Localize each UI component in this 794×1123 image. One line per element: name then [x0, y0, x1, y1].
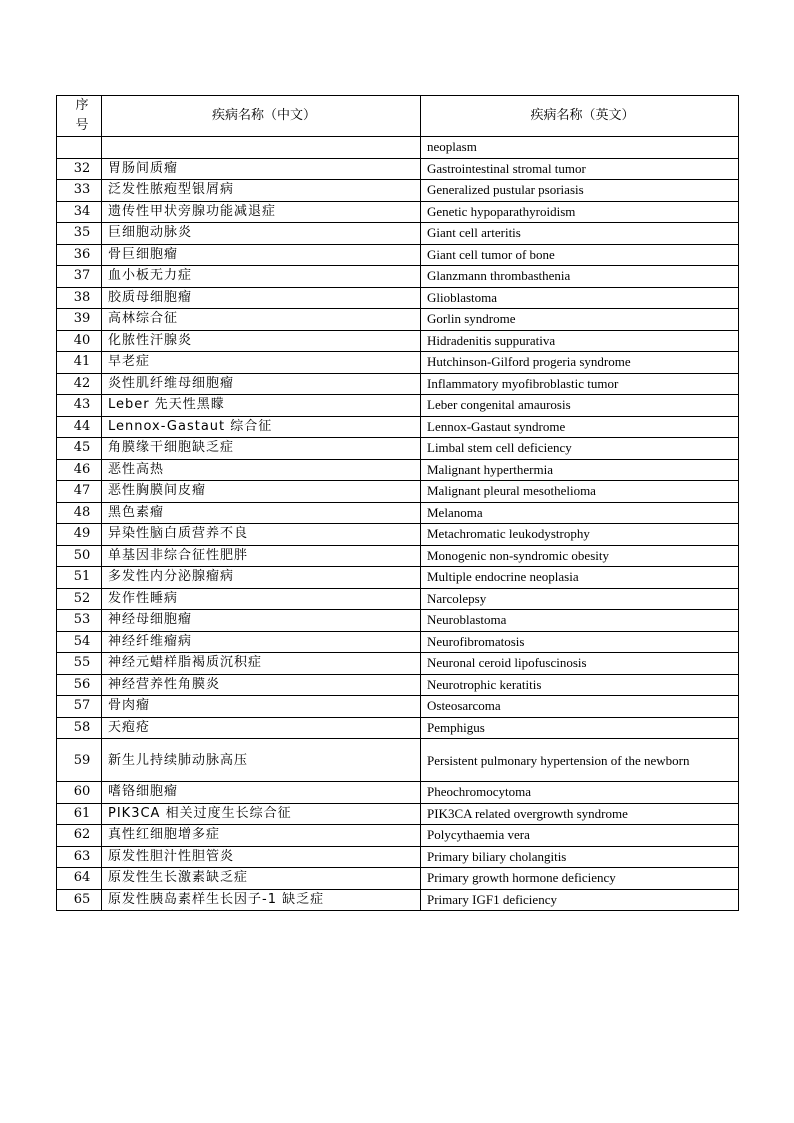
- cell-number: 62: [57, 825, 102, 847]
- cell-number: 65: [57, 889, 102, 911]
- cell-number: 64: [57, 868, 102, 890]
- cell-chinese-name: 血小板无力症: [102, 266, 421, 288]
- table-row: [57, 610, 739, 632]
- cell-chinese-name: 原发性胰岛素样生长因子-1 缺乏症: [102, 889, 421, 911]
- table-row: [57, 653, 739, 675]
- cell-english-name: Giant cell tumor of bone: [421, 244, 739, 266]
- cell-chinese-name: 骨巨细胞瘤: [102, 244, 421, 266]
- cell-english-name: Hutchinson-Gilford progeria syndrome: [421, 352, 739, 374]
- cell-english-name: Neuronal ceroid lipofuscinosis: [421, 653, 739, 675]
- table-row: [57, 868, 739, 890]
- cell-chinese-name: PIK3CA 相关过度生长综合征: [102, 803, 421, 825]
- cell-number: 33: [57, 180, 102, 202]
- cell-english-name: Glioblastoma: [421, 287, 739, 309]
- cell-number: 43: [57, 395, 102, 417]
- cell-number: 41: [57, 352, 102, 374]
- table-row: [57, 502, 739, 524]
- cell-number: 44: [57, 416, 102, 438]
- table-row: [57, 696, 739, 718]
- table-row: [57, 416, 739, 438]
- cell-chinese-name: 天疱疮: [102, 717, 421, 739]
- cell-number: 55: [57, 653, 102, 675]
- cell-chinese-name: 炎性肌纤维母细胞瘤: [102, 373, 421, 395]
- cell-english-name: Melanoma: [421, 502, 739, 524]
- cell-english-name: Pemphigus: [421, 717, 739, 739]
- cell-chinese-name: 化脓性汗腺炎: [102, 330, 421, 352]
- cell-number: 39: [57, 309, 102, 331]
- table-body: [57, 137, 739, 911]
- cell-number: 60: [57, 782, 102, 804]
- cell-chinese-name: 神经元蜡样脂褐质沉积症: [102, 653, 421, 675]
- table-row: [57, 674, 739, 696]
- cell-english-name: Monogenic non-syndromic obesity: [421, 545, 739, 567]
- header-serial-number-bottom: 号: [75, 118, 89, 133]
- table-row: [57, 825, 739, 847]
- cell-number: 63: [57, 846, 102, 868]
- cell-chinese-name: 异染性脑白质营养不良: [102, 524, 421, 546]
- cell-chinese-name: 骨肉瘤: [102, 696, 421, 718]
- cell-chinese-name: 巨细胞动脉炎: [102, 223, 421, 245]
- cell-number: 46: [57, 459, 102, 481]
- table-row: [57, 395, 739, 417]
- cell-chinese-name: 神经纤维瘤病: [102, 631, 421, 653]
- cell-english-name: Malignant hyperthermia: [421, 459, 739, 481]
- table-row: [57, 889, 739, 911]
- table-row: [57, 287, 739, 309]
- cell-number: 56: [57, 674, 102, 696]
- cell-number: 51: [57, 567, 102, 589]
- table-row: [57, 309, 739, 331]
- cell-chinese-name: 胶质母细胞瘤: [102, 287, 421, 309]
- table-row: [57, 158, 739, 180]
- cell-english-name: Inflammatory myofibroblastic tumor: [421, 373, 739, 395]
- cell-english-name: Multiple endocrine neoplasia: [421, 567, 739, 589]
- table-row: [57, 330, 739, 352]
- table-row: [57, 803, 739, 825]
- cell-english-name: Primary biliary cholangitis: [421, 846, 739, 868]
- table-row: [57, 524, 739, 546]
- table-row: [57, 180, 739, 202]
- cell-chinese-name: 早老症: [102, 352, 421, 374]
- cell-english-name: Leber congenital amaurosis: [421, 395, 739, 417]
- table-row: [57, 481, 739, 503]
- cell-english-name: Osteosarcoma: [421, 696, 739, 718]
- cell-english-name: Hidradenitis suppurativa: [421, 330, 739, 352]
- cell-english-name: Genetic hypoparathyroidism: [421, 201, 739, 223]
- table-row: [57, 717, 739, 739]
- cell-number: 40: [57, 330, 102, 352]
- cell-english-name: Gastrointestinal stromal tumor: [421, 158, 739, 180]
- cell-chinese-name: 神经营养性角膜炎: [102, 674, 421, 696]
- table-row: [57, 201, 739, 223]
- cell-number: 35: [57, 223, 102, 245]
- table-row: [57, 739, 739, 782]
- cell-chinese-name: 胃肠间质瘤: [102, 158, 421, 180]
- table-row: [57, 244, 739, 266]
- rare-disease-table: [56, 95, 739, 911]
- cell-english-name: Limbal stem cell deficiency: [421, 438, 739, 460]
- table-row: [57, 567, 739, 589]
- cell-chinese-name: 发作性睡病: [102, 588, 421, 610]
- cell-number: 61: [57, 803, 102, 825]
- header-chinese-name: 疾病名称（中文）: [102, 96, 421, 137]
- table-row: [57, 266, 739, 288]
- cell-english-name: Pheochromocytoma: [421, 782, 739, 804]
- cell-number: 54: [57, 631, 102, 653]
- table-row: [57, 373, 739, 395]
- cell-chinese-name: 高林综合征: [102, 309, 421, 331]
- cell-chinese-name: 角膜缘干细胞缺乏症: [102, 438, 421, 460]
- cell-english-name: Giant cell arteritis: [421, 223, 739, 245]
- cell-number: 50: [57, 545, 102, 567]
- cell-english-name: Neurofibromatosis: [421, 631, 739, 653]
- cell-number: 34: [57, 201, 102, 223]
- cell-chinese-name: 黑色素瘤: [102, 502, 421, 524]
- cell-english-name: Persistent pulmonary hypertension of the newborn: [421, 739, 739, 782]
- cell-english-name: Malignant pleural mesothelioma: [421, 481, 739, 503]
- cell-number: 37: [57, 266, 102, 288]
- table-header-row: [57, 96, 739, 137]
- cell-chinese-name: 原发性生长激素缺乏症: [102, 868, 421, 890]
- cell-number: 32: [57, 158, 102, 180]
- cell-chinese-name: 多发性内分泌腺瘤病: [102, 567, 421, 589]
- cell-english-name: Generalized pustular psoriasis: [421, 180, 739, 202]
- table-row: [57, 352, 739, 374]
- table-row: [57, 782, 739, 804]
- cell-chinese-name: 恶性高热: [102, 459, 421, 481]
- cell-number: 57: [57, 696, 102, 718]
- table-row: [57, 588, 739, 610]
- cell-number: [57, 137, 102, 159]
- header-serial-number: [57, 96, 102, 137]
- table-row: [57, 459, 739, 481]
- cell-english-name: Neurotrophic keratitis: [421, 674, 739, 696]
- cell-chinese-name: Leber 先天性黑矇: [102, 395, 421, 417]
- header-english-name: 疾病名称（英文）: [421, 96, 739, 137]
- table-row: [57, 631, 739, 653]
- header-serial-number-top: 序: [75, 98, 89, 113]
- cell-english-name: Gorlin syndrome: [421, 309, 739, 331]
- cell-english-name: Glanzmann thrombasthenia: [421, 266, 739, 288]
- cell-english-name: Narcolepsy: [421, 588, 739, 610]
- cell-chinese-name: 单基因非综合征性肥胖: [102, 545, 421, 567]
- cell-number: 42: [57, 373, 102, 395]
- continuation-row: [57, 137, 739, 159]
- cell-number: 49: [57, 524, 102, 546]
- cell-chinese-name: 泛发性脓疱型银屑病: [102, 180, 421, 202]
- cell-number: 53: [57, 610, 102, 632]
- table-row: [57, 223, 739, 245]
- table-row: [57, 846, 739, 868]
- cell-chinese-name: 原发性胆汁性胆管炎: [102, 846, 421, 868]
- cell-english-name: Primary growth hormone deficiency: [421, 868, 739, 890]
- cell-chinese-name: 遗传性甲状旁腺功能减退症: [102, 201, 421, 223]
- cell-english-name: Primary IGF1 deficiency: [421, 889, 739, 911]
- cell-chinese-name: 恶性胸膜间皮瘤: [102, 481, 421, 503]
- table-row: [57, 438, 739, 460]
- cell-chinese-name: 真性红细胞增多症: [102, 825, 421, 847]
- cell-chinese-name: [102, 137, 421, 159]
- cell-number: 58: [57, 717, 102, 739]
- cell-chinese-name: Lennox-Gastaut 综合征: [102, 416, 421, 438]
- cell-number: 52: [57, 588, 102, 610]
- cell-number: 38: [57, 287, 102, 309]
- cell-number: 36: [57, 244, 102, 266]
- cell-english-name: Polycythaemia vera: [421, 825, 739, 847]
- cell-english-name: Neuroblastoma: [421, 610, 739, 632]
- cell-english-name: Lennox-Gastaut syndrome: [421, 416, 739, 438]
- cell-english-name: Metachromatic leukodystrophy: [421, 524, 739, 546]
- cell-english-name: neoplasm: [421, 137, 739, 159]
- cell-chinese-name: 神经母细胞瘤: [102, 610, 421, 632]
- cell-english-name: PIK3CA related overgrowth syndrome: [421, 803, 739, 825]
- cell-number: 59: [57, 739, 102, 782]
- cell-chinese-name: 新生儿持续肺动脉高压: [102, 739, 421, 782]
- cell-chinese-name: 嗜铬细胞瘤: [102, 782, 421, 804]
- cell-number: 48: [57, 502, 102, 524]
- cell-number: 47: [57, 481, 102, 503]
- table-row: [57, 545, 739, 567]
- cell-number: 45: [57, 438, 102, 460]
